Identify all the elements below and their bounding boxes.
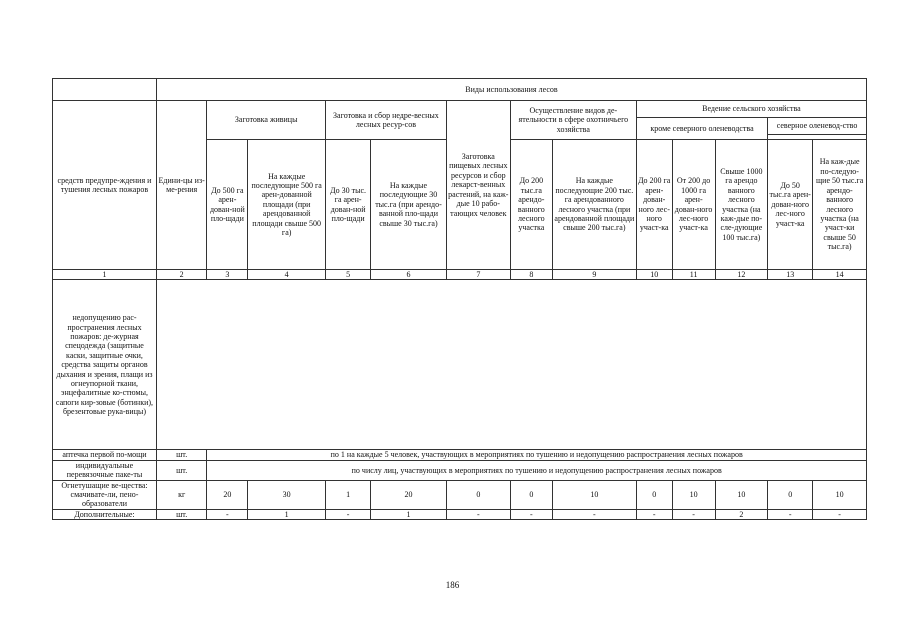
col12-header: Свыше 1000 га арендо ванного лесного участка (на каж-дые по-сле-дующие 100 тыс.га) (715, 140, 768, 270)
row-extinguishing-unit: кг (156, 480, 206, 509)
col-number: 4 (248, 270, 326, 280)
col-number: 2 (156, 270, 206, 280)
row-extinguishing-value: 30 (248, 480, 326, 509)
row-extinguishing-value: 10 (552, 480, 636, 509)
col6-header: На каждые последующие 30 тыс.га (при арендо-ванной пло-щади свыше 30 тыс.га) (371, 140, 447, 270)
col-number: 12 (715, 270, 768, 280)
row-first-aid-name: аптечка первой по-мощи (53, 450, 157, 460)
row-extinguishing-value: 20 (371, 480, 447, 509)
col14-header: На каж-дые по-следую-щие 50 тыс.га арендо-ванного лесного участка (на участ-ки свыше 50 тыс.га) (813, 140, 867, 270)
row-additional-value: 1 (248, 509, 326, 519)
row-additional-value: - (768, 509, 813, 519)
row-additional-name: Дополнительные: (53, 509, 157, 519)
row-extinguishing-value: 10 (672, 480, 715, 509)
resin-group-header: Заготовка живицы (207, 101, 326, 140)
col-number: 9 (552, 270, 636, 280)
row-protective-gear-name: недопущению рас-пространения лесных пожаров: де-журная спецодежда (защитные каски, защитные очки, средства защиты органов дыхания и зрения, плащи из огнеупорной ткани, энцефалитные ко-стюмы, сапоги кир-зовые (ботинки), брезентовые рука-вицы) (53, 280, 157, 450)
col-number: 1 (53, 270, 157, 280)
col5-header: До 30 тыс. га арен-дован-ной пло-щади (326, 140, 371, 270)
food-group-header: Заготовка пищевых лесных ресурсов и сбор лекарст-венных растений, на каж-дые 10 рабо-тающих человек (446, 101, 510, 270)
row-additional-value: - (552, 509, 636, 519)
row-additional-value: - (326, 509, 371, 519)
row-first-aid-unit: шт. (156, 450, 206, 460)
col-number: 3 (207, 270, 248, 280)
col-number: 11 (672, 270, 715, 280)
col4-header: На каждые последующие 500 га арен-дованной площади (при арендованной площади свыше 500 га) (248, 140, 326, 270)
row-extinguishing-value: 10 (813, 480, 867, 509)
col-unit-header: Едини-цы из-ме-рения (156, 101, 206, 270)
header-blank (53, 79, 157, 101)
row-extinguishing-value: 0 (446, 480, 510, 509)
col-number: 8 (510, 270, 552, 280)
col9-header: На каждые последующие 200 тыс. га арендованного лесного участка (при арендованной площади свыше 200 тыс.га) (552, 140, 636, 270)
col-number: 14 (813, 270, 867, 280)
row-extinguishing-value: 10 (715, 480, 768, 509)
non-north-subheader: кроме северного оленеводства (636, 118, 767, 140)
col-number: 7 (446, 270, 510, 280)
col-number: 10 (636, 270, 672, 280)
row-extinguishing-value: 0 (510, 480, 552, 509)
row-additional-value: 1 (371, 509, 447, 519)
row-first-aid-text: по 1 на каждые 5 человек, участвующих в мероприятиях по тушению и недопущению распространения лесных пожаров (207, 450, 867, 460)
row-additional-value: 2 (715, 509, 768, 519)
col-number: 13 (768, 270, 813, 280)
col3-header: До 500 га арен-дован-ной пло-щади (207, 140, 248, 270)
row-additional-value: - (813, 509, 867, 519)
row-bandages-name: индивидуальные перевязочные паке-ты (53, 460, 157, 480)
row-extinguishing-value: 0 (768, 480, 813, 509)
hunting-group-header: Осуществление видов де-ятельности в сфере охотничьего хозяйства (510, 101, 636, 140)
north-subheader: северное оленевод-ство (768, 118, 867, 135)
row-extinguishing-name: Огнетушащие ве-щества: смачивате-ли, пено-образователи (53, 480, 157, 509)
col8-header: До 200 тыс.га арендо-ванного лесного участка (510, 140, 552, 270)
agri-group-header: Ведение сельского хозяйства (636, 101, 866, 118)
row-extinguishing-value: 1 (326, 480, 371, 509)
page-number: 186 (445, 580, 460, 590)
col-number: 6 (371, 270, 447, 280)
fire-equipment-table (52, 78, 867, 520)
row-additional-unit: шт. (156, 509, 206, 519)
row-protective-gear-body (156, 280, 866, 450)
row-bandages-text: по числу лиц, участвующих в мероприятиях по тушению и недопущению распространения лесных пожаров (207, 460, 867, 480)
row-extinguishing-value: 20 (207, 480, 248, 509)
row-bandages-unit: шт. (156, 460, 206, 480)
types-title: Виды использования лесов (156, 79, 866, 101)
row-additional-value: - (636, 509, 672, 519)
nonwood-group-header: Заготовка и сбор недре-весных лесных ресур-сов (326, 101, 447, 140)
row-additional-value: - (446, 509, 510, 519)
row-additional-value: - (207, 509, 248, 519)
row-additional-value: - (510, 509, 552, 519)
row-additional-value: - (672, 509, 715, 519)
col11-header: От 200 до 1000 га арен-дован-ного лес-ного участ-ка (672, 140, 715, 270)
row-extinguishing-value: 0 (636, 480, 672, 509)
col-number: 5 (326, 270, 371, 280)
col13-header: До 50 тыс.га арен-дован-ного лес-ного участ-ка (768, 140, 813, 270)
col10-header: До 200 га арен-дован-ного лес-ного участ-ка (636, 140, 672, 270)
col-means-header: средств предупре-ждения и тушения лесных пожаров (53, 101, 157, 270)
